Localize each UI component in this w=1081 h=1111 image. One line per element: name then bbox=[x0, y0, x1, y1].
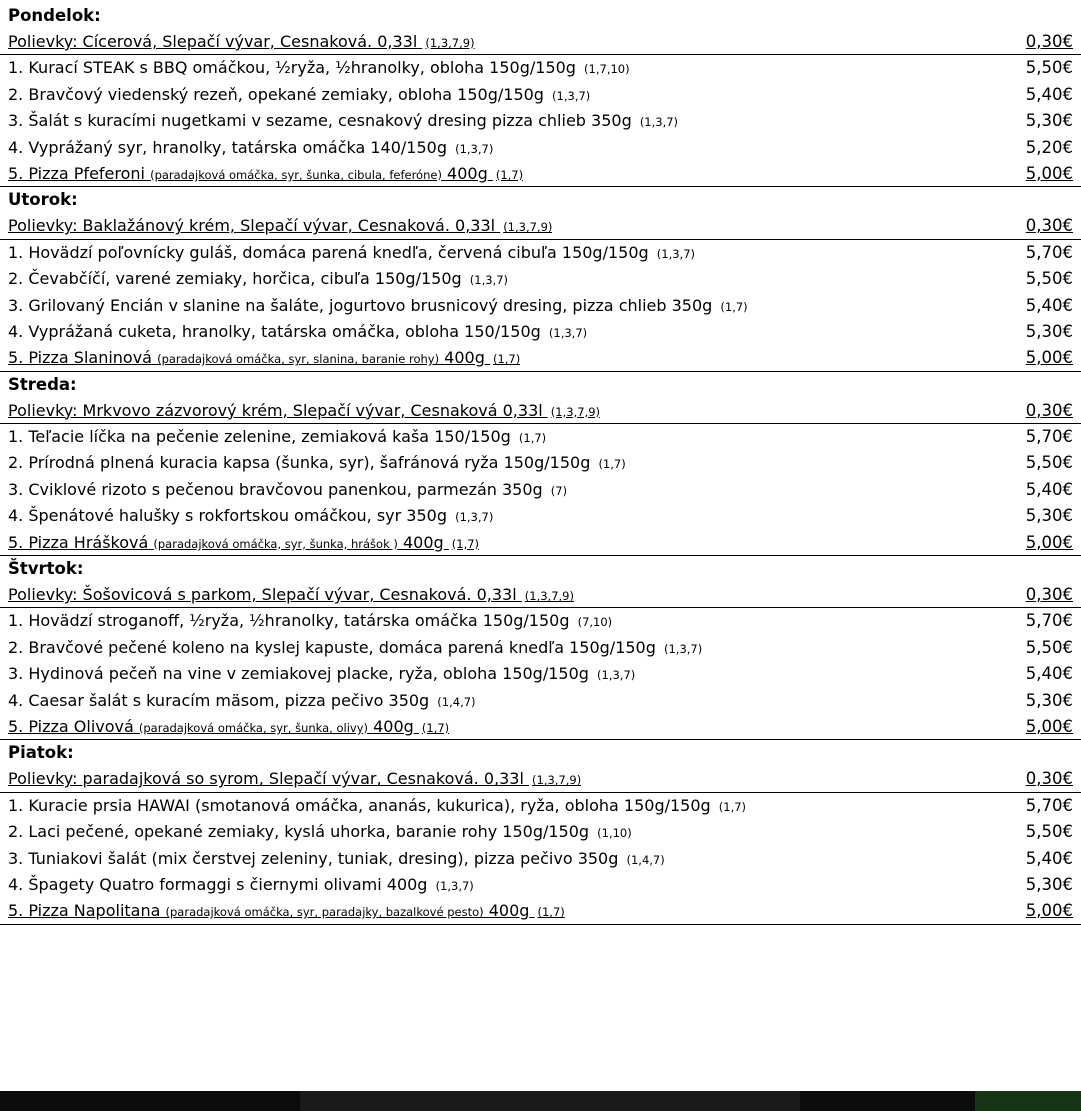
bottom-bar-segment bbox=[0, 1091, 300, 1111]
dish-text: 3. Hydinová pečeň na vine v zemiakovej placke, ryža, obloha 150g/150g bbox=[8, 664, 589, 684]
soup-text: Polievky: Cícerová, Slepačí vývar, Cesnaková. 0,33l bbox=[8, 32, 418, 51]
pizza-description bbox=[8, 898, 565, 925]
allergens: (1,4,7) bbox=[437, 694, 476, 709]
price: 5,40€ bbox=[1025, 295, 1073, 315]
soup-text: Polievky: Baklažánový krém, Slepačí vývar, Cesnaková. 0,33l bbox=[8, 216, 496, 236]
day-section bbox=[0, 556, 1081, 740]
pizza-row bbox=[0, 530, 1081, 556]
price: 0,30€ bbox=[1025, 400, 1073, 420]
dish-description bbox=[8, 108, 678, 135]
menu-item bbox=[0, 477, 1081, 503]
dish-text: 3. Šalát s kuracími nugetkami v sezame, cesnakový dresing pizza chlieb 350g bbox=[8, 111, 632, 131]
pizza-description bbox=[8, 345, 520, 372]
menu-item bbox=[0, 240, 1081, 266]
price: 5,40€ bbox=[1025, 479, 1073, 499]
price: 0,30€ bbox=[1025, 216, 1073, 236]
dish-description bbox=[8, 55, 630, 82]
price: 5,50€ bbox=[1025, 269, 1073, 289]
menu-item bbox=[0, 82, 1081, 108]
allergens: (1,3,7) bbox=[656, 246, 695, 261]
pizza-toppings: (paradajková omáčka, syr, šunka, olivy) bbox=[138, 720, 369, 735]
day-title: Streda: bbox=[8, 374, 77, 394]
price: 5,50€ bbox=[1025, 637, 1073, 657]
day-title: Piatok: bbox=[8, 743, 74, 763]
menu-item bbox=[0, 424, 1081, 450]
dish-description bbox=[8, 872, 474, 899]
allergens: (1,7) bbox=[451, 536, 480, 551]
menu-item bbox=[0, 608, 1081, 634]
soup-description bbox=[8, 582, 574, 609]
dish-text: 2. Prírodná plnená kuracia kapsa (šunka, syr), šafránová ryža 150g/150g bbox=[8, 453, 591, 473]
allergens: (1,7,10) bbox=[584, 62, 630, 77]
soup-row bbox=[0, 213, 1081, 239]
dish-text: 4. Špagety Quatro formaggi s čiernymi olivami 400g bbox=[8, 874, 428, 894]
allergens: (1,3,7,9) bbox=[550, 404, 601, 419]
pizza-toppings: (paradajková omáčka, syr, šunka, cibula, feferóne) bbox=[150, 167, 442, 182]
pizza-row bbox=[0, 161, 1081, 187]
allergens: (1,7) bbox=[718, 799, 747, 814]
price: 5,30€ bbox=[1025, 874, 1073, 894]
dish-text: 4. Caesar šalát s kuracím mäsom, pizza pečivo 350g bbox=[8, 690, 430, 710]
pizza-description bbox=[8, 161, 523, 188]
price: 5,40€ bbox=[1025, 84, 1073, 104]
dish-text: 2. Bravčový viedenský rezeň, opekané zemiaky, obloha 150g/150g bbox=[8, 84, 544, 104]
allergens: (1,3,7) bbox=[455, 510, 494, 525]
dish-text: 3. Grilovaný Encián v slanine na šaláte, jogurtovo brusnicový dresing, pizza chlieb 350g bbox=[8, 295, 713, 315]
pizza-row bbox=[0, 345, 1081, 371]
pizza-weight: 400g bbox=[402, 532, 444, 552]
price: 5,00€ bbox=[1025, 901, 1073, 921]
dish-description bbox=[8, 135, 493, 162]
pizza-description bbox=[8, 530, 479, 557]
soup-row bbox=[0, 398, 1081, 424]
dish-text: 1. Hovädzí stroganoff, ½ryža, ½hranolky, tatárska omáčka 150g/150g bbox=[8, 611, 570, 631]
price: 5,30€ bbox=[1025, 111, 1073, 131]
day-section bbox=[0, 3, 1081, 187]
pizza-weight: 400g bbox=[373, 716, 414, 736]
price: 5,50€ bbox=[1025, 453, 1073, 473]
price: 5,30€ bbox=[1025, 506, 1073, 526]
pizza-name: 5. Pizza Pfeferoni bbox=[8, 163, 145, 183]
dish-text: 1. Teľacie líčka na pečenie zelenine, zemiaková kaša 150/150g bbox=[8, 427, 511, 447]
pizza-row bbox=[0, 898, 1081, 924]
soup-row bbox=[0, 766, 1081, 792]
day-title: Utorok: bbox=[8, 190, 78, 210]
price: 5,40€ bbox=[1025, 848, 1073, 868]
pizza-name: 5. Pizza Slaninová bbox=[8, 348, 152, 368]
price: 0,30€ bbox=[1025, 32, 1073, 51]
dish-description bbox=[8, 661, 635, 688]
dish-text: 2. Laci pečené, opekané zemiaky, kyslá uhorka, baranie rohy 150g/150g bbox=[8, 822, 590, 842]
dish-description bbox=[8, 424, 546, 451]
allergens: (1,3,7,9) bbox=[532, 773, 582, 788]
menu-item bbox=[0, 503, 1081, 529]
allergens: (7,10) bbox=[577, 615, 613, 630]
allergens: (1,7) bbox=[495, 167, 524, 182]
price: 5,50€ bbox=[1025, 822, 1073, 842]
price: 5,70€ bbox=[1025, 427, 1073, 447]
dish-description bbox=[8, 635, 702, 662]
pizza-weight: 400g bbox=[488, 901, 530, 921]
dish-text: 1. Hovädzí poľovnícky guláš, domáca parená knedľa, červená cibuľa 150g/150g bbox=[8, 242, 649, 262]
soup-description bbox=[8, 213, 552, 240]
dish-description bbox=[8, 503, 493, 530]
menu-item bbox=[0, 793, 1081, 819]
price: 5,70€ bbox=[1025, 242, 1073, 262]
pizza-row bbox=[0, 714, 1081, 740]
dish-text: 2. Čevabčíčí, varené zemiaky, horčica, cibuľa 150g/150g bbox=[8, 269, 462, 289]
dish-description bbox=[8, 688, 476, 715]
dish-text: 2. Bravčové pečené koleno na kyslej kapuste, domáca parená knedľa 150g/150g bbox=[8, 637, 656, 657]
soup-text: Polievky: Mrkvovo zázvorový krém, Slepačí vývar, Cesnaková 0,33l bbox=[8, 400, 543, 420]
pizza-weight: 400g bbox=[444, 348, 485, 368]
pizza-toppings: (paradajková omáčka, syr, šunka, hrášok ) bbox=[153, 536, 398, 551]
day-section bbox=[0, 187, 1081, 371]
price: 5,40€ bbox=[1025, 664, 1073, 684]
menu-item bbox=[0, 661, 1081, 687]
allergens: (1,3,7) bbox=[639, 115, 679, 130]
dish-description bbox=[8, 793, 746, 820]
bottom-bar bbox=[0, 1091, 1081, 1111]
dish-text: 3. Cviklové rizoto s pečenou bravčovou panenkou, parmezán 350g bbox=[8, 479, 543, 499]
allergens: (1,7) bbox=[492, 352, 521, 367]
price: 5,00€ bbox=[1025, 163, 1073, 183]
price: 5,00€ bbox=[1025, 532, 1073, 552]
allergens: (1,3,7) bbox=[552, 88, 591, 103]
pizza-toppings: (paradajková omáčka, syr, slanina, baranie rohy) bbox=[157, 352, 440, 367]
dish-text: 1. Kuracie prsia HAWAI (smotanová omáčka, ananás, kukurica), ryža, obloha 150g/150g bbox=[8, 795, 711, 815]
allergens: (1,7) bbox=[720, 299, 748, 314]
menu-item bbox=[0, 688, 1081, 714]
dish-description bbox=[8, 450, 626, 477]
bottom-bar-segment bbox=[300, 1091, 800, 1111]
soup-description bbox=[8, 29, 475, 56]
bottom-bar-segment bbox=[800, 1091, 975, 1111]
price: 5,00€ bbox=[1025, 348, 1073, 368]
allergens: (1,3,7,9) bbox=[425, 36, 475, 50]
menu-item bbox=[0, 319, 1081, 345]
allergens: (1,4,7) bbox=[626, 852, 665, 867]
dish-text: 4. Špenátové halušky s rokfortskou omáčkou, syr 350g bbox=[8, 506, 447, 526]
dish-text: 3. Tuniakovi šalát (mix čerstvej zeleniny, tuniak, dresing), pizza pečivo 350g bbox=[8, 848, 619, 868]
menu-item bbox=[0, 846, 1081, 872]
menu-item bbox=[0, 450, 1081, 476]
menu-item bbox=[0, 55, 1081, 81]
dish-description bbox=[8, 82, 590, 109]
day-title: Pondelok: bbox=[8, 6, 101, 25]
menu-item bbox=[0, 872, 1081, 898]
allergens: (1,7) bbox=[518, 431, 547, 446]
menu-item bbox=[0, 293, 1081, 319]
price: 5,30€ bbox=[1025, 321, 1073, 341]
allergens: (1,7) bbox=[537, 905, 565, 920]
dish-description bbox=[8, 240, 695, 267]
weekly-menu bbox=[0, 3, 1081, 1091]
soup-row bbox=[0, 582, 1081, 608]
allergens: (1,3,7) bbox=[548, 325, 588, 340]
pizza-name: 5. Pizza Napolitana bbox=[8, 901, 161, 921]
allergens: (1,3,7,9) bbox=[503, 220, 553, 235]
bottom-bar-segment bbox=[975, 1091, 1081, 1111]
pizza-description bbox=[8, 714, 449, 741]
dish-text: 4. Vyprážaná cuketa, hranolky, tatárska omáčka, obloha 150/150g bbox=[8, 321, 541, 341]
dish-description bbox=[8, 266, 508, 293]
dish-description bbox=[8, 608, 612, 635]
dish-text: 4. Vyprážaný syr, hranolky, tatárska omáčka 140/150g bbox=[8, 137, 447, 157]
menu-item bbox=[0, 135, 1081, 161]
price: 5,00€ bbox=[1025, 716, 1073, 736]
soup-text: Polievky: Šošovicová s parkom, Slepačí vývar, Cesnaková. 0,33l bbox=[8, 585, 517, 605]
pizza-toppings: (paradajková omáčka, syr, paradajky, bazalkové pesto) bbox=[165, 905, 484, 920]
price: 0,30€ bbox=[1025, 585, 1073, 605]
allergens: (1,3,7,9) bbox=[524, 589, 574, 604]
allergens: (1,3,7) bbox=[469, 273, 508, 288]
dish-text: 1. Kurací STEAK s BBQ omáčkou, ½ryža, ½hranolky, obloha 150g/150g bbox=[8, 58, 576, 78]
allergens: (1,10) bbox=[597, 826, 632, 841]
allergens: (1,3,7) bbox=[455, 141, 494, 156]
dish-description bbox=[8, 819, 632, 846]
price: 5,70€ bbox=[1025, 795, 1073, 815]
day-title: Štvrtok: bbox=[8, 559, 84, 579]
pizza-weight: 400g bbox=[447, 163, 488, 183]
menu-item bbox=[0, 266, 1081, 292]
menu-item bbox=[0, 819, 1081, 845]
soup-description bbox=[8, 766, 581, 793]
menu-item bbox=[0, 108, 1081, 134]
dish-description bbox=[8, 319, 587, 346]
dish-description bbox=[8, 846, 665, 873]
dish-description bbox=[8, 477, 567, 504]
day-section bbox=[0, 372, 1081, 556]
allergens: (1,7) bbox=[598, 457, 626, 472]
allergens: (1,3,7) bbox=[435, 878, 474, 893]
allergens: (1,7) bbox=[421, 720, 450, 735]
price: 5,20€ bbox=[1025, 137, 1073, 157]
soup-text: Polievky: paradajková so syrom, Slepačí vývar, Cesnaková. 0,33l bbox=[8, 769, 524, 789]
soup-row bbox=[0, 29, 1081, 55]
pizza-name: 5. Pizza Hrášková bbox=[8, 532, 149, 552]
pizza-name: 5. Pizza Olivová bbox=[8, 716, 134, 736]
soup-description bbox=[8, 398, 600, 425]
allergens: (1,3,7) bbox=[597, 668, 636, 683]
menu-item bbox=[0, 635, 1081, 661]
allergens: (7) bbox=[550, 483, 568, 498]
price: 5,30€ bbox=[1025, 690, 1073, 710]
price: 5,50€ bbox=[1025, 58, 1073, 78]
allergens: (1,3,7) bbox=[663, 641, 703, 656]
price: 0,30€ bbox=[1025, 769, 1073, 789]
day-section bbox=[0, 740, 1081, 924]
price: 5,70€ bbox=[1025, 611, 1073, 631]
dish-description bbox=[8, 293, 748, 320]
